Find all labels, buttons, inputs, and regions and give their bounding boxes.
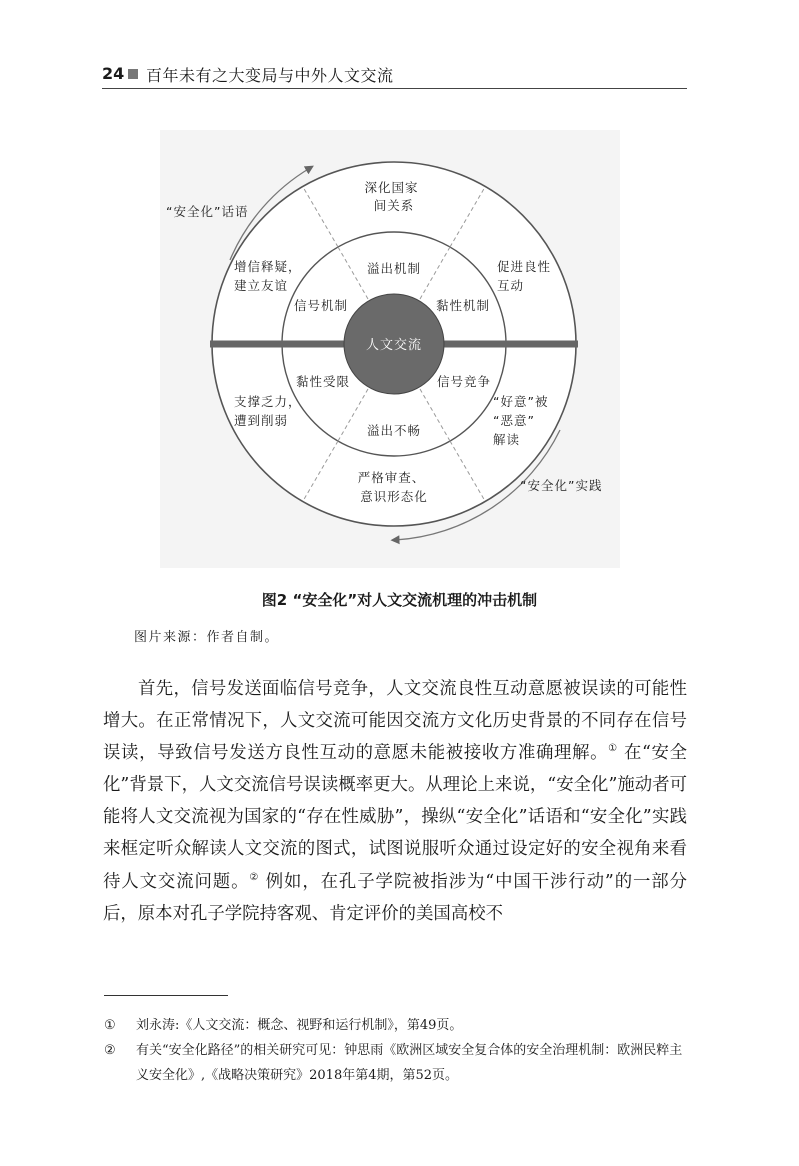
header-square-marker [128, 69, 138, 79]
inner-label-lower-right: 信号竞争 [436, 374, 492, 389]
footnote-2-marker: ② [104, 1043, 116, 1058]
mechanism-diagram [160, 130, 620, 568]
inner-label-upper-left: 信号机制 [293, 298, 349, 313]
outer-label-lower-right-line1: “好意”被 [493, 394, 549, 409]
outer-label-upper-left-line2: 建立友谊 [234, 278, 289, 293]
outer-label-lower-left-line1: 支撑乏力， [234, 394, 302, 409]
outer-label-upper-right-line2: 互动 [497, 278, 525, 293]
footnote-1-marker: ① [104, 1018, 116, 1033]
body-text-part-3: 例如，在孔子学院被指涉为“中国干涉行动”的一部分后，原本对孔子学院持客观、肯定评价的美国高校不 [103, 871, 687, 924]
outer-label-top-line1: 深化国家 [364, 180, 419, 195]
body-text-part-1: 首先，信号发送面临信号竞争，人文交流良性互动意愿被误读的可能性增大。在正常情况下，人文交流可能因交流方文化历史背景的不同存在信号误读，导致信号发送方良性互动的意愿未能被接收方准确理解。 [103, 679, 687, 764]
footnote-2-text: 有关“安全化路径”的相关研究可见：钟思雨《欧洲区域安全复合体的安全治理机制：欧洲民粹主义安全化》,《战略决策研究》2018年第4期，第52页。 [136, 1043, 683, 1083]
inner-label-top: 溢出机制 [366, 261, 422, 276]
figure-source: 图片来源：作者自制。 [134, 630, 280, 645]
outer-label-top-line2: 间关系 [373, 198, 415, 213]
outer-label-bottom-line1: 严格审查、 [357, 470, 426, 485]
outer-label-lower-right-line2: “恶意” [493, 413, 535, 428]
footnote-ref-2[interactable]: ② [249, 871, 260, 883]
outer-label-lower-left-line2: 遭到削弱 [234, 413, 289, 428]
footnote-2 [104, 1039, 688, 1088]
page-number: 24 [102, 64, 125, 83]
book-title: 百年未有之大变局与中外人文交流 [146, 66, 394, 85]
inner-label-upper-right: 黏性机制 [435, 298, 491, 313]
footnote-1-text: 刘永涛:《人文交流：概念、视野和运行机制》，第49页。 [136, 1018, 463, 1033]
figure [160, 130, 620, 568]
outer-label-upper-right-line1: 促进良性 [497, 259, 552, 274]
outer-label-bottom-line2: 意识形态化 [360, 489, 428, 504]
outer-label-lower-right-line3: 解读 [493, 432, 521, 447]
discourse-arrow-label: “安全化”话语 [166, 204, 249, 219]
inner-label-lower-left: 黏性受限 [295, 374, 351, 389]
running-header [102, 62, 687, 89]
body-text-part-2: 在“安全化”背景下，人文交流信号误读概率更大。从理论上来说，“安全化”施动者可能将人文交流视为国家的“存在性威胁”，操纵“安全化”话语和“安全化”实践来框定听众解读人文交流的图式，试图说服听众通过设定好的安全视角来看待人文交流问题。 [103, 743, 687, 892]
practice-arrow-label: “安全化”实践 [520, 478, 603, 493]
figure-caption: 图2 “安全化”对人文交流机理的冲击机制 [261, 591, 538, 609]
center-label: 人文交流 [365, 338, 423, 353]
inner-label-bottom: 溢出不畅 [366, 423, 422, 438]
outer-label-upper-left-line1: 增信释疑， [234, 259, 302, 274]
footnote-separator [104, 995, 228, 996]
footnote-ref-1[interactable]: ① [608, 743, 618, 755]
body-paragraph [103, 673, 687, 930]
footnote-1 [104, 1014, 688, 1039]
